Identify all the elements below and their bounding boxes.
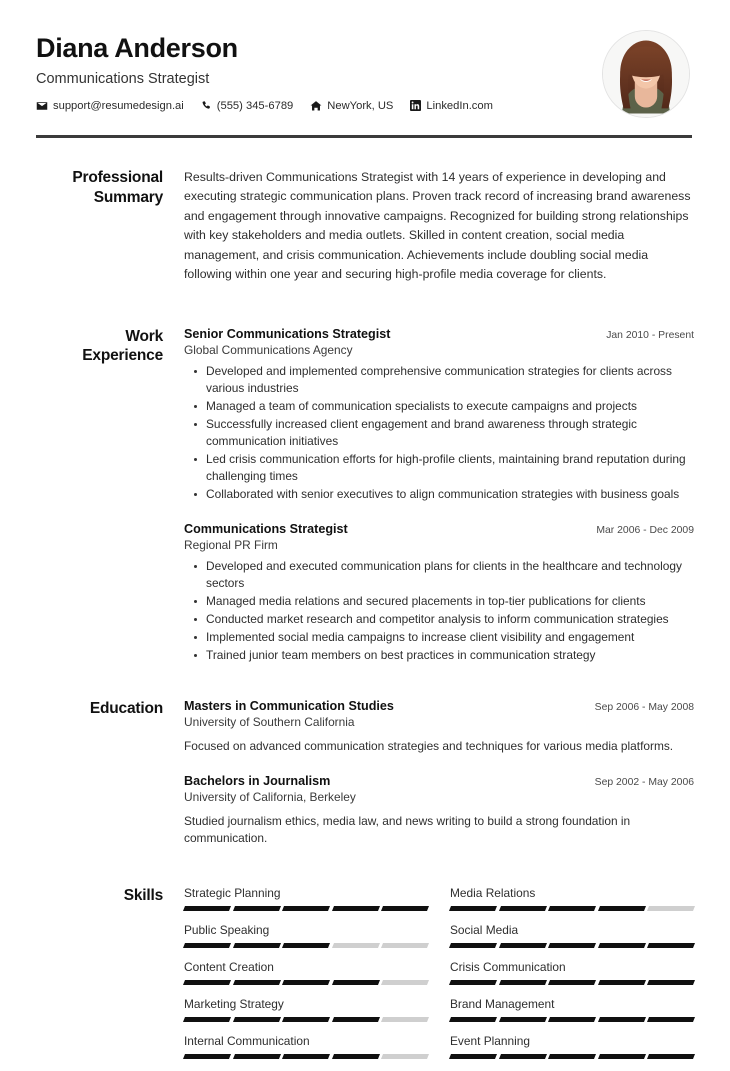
skill-name: Internal Communication — [184, 1033, 310, 1048]
experience-entry — [184, 327, 694, 503]
skill-rating-segment — [381, 1054, 429, 1059]
contact-location[interactable] — [310, 100, 393, 112]
skill-item — [450, 886, 694, 923]
skill-rating-segment — [598, 943, 646, 948]
experience-bullet: Collaborated with senior executives to align communication strategies with business goals — [206, 486, 694, 503]
skill-item — [184, 923, 428, 960]
skill-rating-segment — [233, 943, 281, 948]
header-identity — [36, 30, 493, 112]
skill-rating-segment — [499, 906, 547, 911]
skill-rating-segment — [548, 980, 596, 985]
skill-name: Social Media — [450, 922, 519, 937]
email-icon — [36, 100, 48, 112]
education-entry — [184, 699, 694, 755]
skill-rating-segment — [449, 1054, 497, 1059]
skill-rating-segment — [548, 1017, 596, 1022]
skill-item — [450, 997, 694, 1034]
education-list — [184, 699, 694, 848]
education-entry — [184, 774, 694, 848]
skill-rating-segment — [647, 943, 695, 948]
skill-rating-segment — [183, 943, 231, 948]
contact-email-text: support@resumedesign.ai — [53, 99, 184, 112]
section-heading-experience — [36, 327, 184, 367]
contact-linkedin-text: LinkedIn.com — [426, 99, 493, 112]
skill-rating-segment — [598, 906, 646, 911]
skill-rating-segment — [233, 906, 281, 911]
contact-email[interactable] — [36, 100, 184, 112]
linkedin-icon — [410, 100, 421, 111]
skill-item — [184, 886, 428, 923]
experience-entry — [184, 522, 694, 664]
skill-name: Strategic Planning — [184, 885, 281, 900]
skill-rating-bar — [184, 943, 428, 948]
skill-name: Content Creation — [184, 959, 274, 974]
contact-phone[interactable] — [201, 100, 294, 112]
skill-rating-bar — [184, 906, 428, 911]
experience-bullet: Successfully increased client engagement and brand awareness through strategic communication initiatives — [206, 416, 694, 450]
skill-rating-segment — [282, 906, 330, 911]
skill-rating-segment — [499, 1054, 547, 1059]
skill-rating-bar — [184, 980, 428, 985]
skill-rating-segment — [449, 943, 497, 948]
education-section — [33, 699, 694, 848]
skills-grid — [184, 886, 694, 1071]
experience-bullet: Implemented social media campaigns to increase client visibility and engagement — [206, 629, 694, 646]
education-entry-date: Sep 2006 - May 2008 — [594, 701, 694, 713]
experience-entry-head — [184, 522, 694, 536]
experience-entry-title: Communications Strategist — [184, 521, 348, 536]
section-heading-education: Education — [89, 699, 163, 717]
skill-rating-segment — [598, 1017, 646, 1022]
skill-rating-segment — [381, 980, 429, 985]
skill-item — [450, 923, 694, 960]
phone-icon — [201, 100, 212, 112]
skill-rating-segment — [282, 1017, 330, 1022]
skills-section — [33, 886, 694, 1071]
skill-rating-segment — [499, 943, 547, 948]
skill-rating-bar — [450, 1017, 694, 1022]
experience-entry-date: Mar 2006 - Dec 2009 — [596, 524, 694, 536]
experience-bullet-list — [184, 558, 694, 664]
skill-rating-bar — [184, 1017, 428, 1022]
skill-rating-segment — [499, 980, 547, 985]
home-icon — [310, 100, 322, 112]
resume-header — [33, 30, 694, 118]
skill-item — [450, 1034, 694, 1071]
skill-rating-segment — [332, 1054, 380, 1059]
skills-body — [184, 886, 694, 1071]
experience-bullet: Developed and executed communication plans for clients in the healthcare and technology sectors — [206, 558, 694, 592]
contact-row — [36, 100, 493, 112]
skill-rating-segment — [449, 906, 497, 911]
skill-rating-segment — [548, 1054, 596, 1059]
summary-heading-line2: Summary — [93, 188, 163, 206]
skill-name: Crisis Communication — [450, 959, 566, 974]
skill-rating-segment — [548, 943, 596, 948]
skill-rating-segment — [233, 1017, 281, 1022]
skill-rating-segment — [449, 980, 497, 985]
education-entry-date: Sep 2002 - May 2006 — [594, 777, 694, 788]
section-heading-skills: Skills — [123, 886, 163, 904]
skill-item — [184, 960, 428, 997]
skill-rating-segment — [381, 1017, 429, 1022]
education-entry-head — [184, 774, 694, 788]
skill-rating-segment — [183, 906, 231, 911]
skill-rating-segment — [282, 980, 330, 985]
contact-phone-text: (555) 345-6789 — [216, 99, 294, 112]
skill-item — [184, 997, 428, 1034]
skill-rating-segment — [183, 980, 231, 985]
skill-rating-segment — [332, 943, 380, 948]
experience-entry-organization: Global Communications Agency — [184, 342, 353, 357]
education-entry-organization: University of Southern California — [184, 714, 355, 729]
experience-bullet: Developed and implemented comprehensive communication strategies for clients across various industries — [206, 363, 694, 397]
summary-heading-line1: Professional — [72, 169, 163, 186]
experience-heading-line2: Experience — [82, 347, 163, 365]
skill-rating-segment — [548, 906, 596, 911]
skill-rating-bar — [450, 906, 694, 911]
skill-name: Public Speaking — [184, 922, 270, 937]
professional-summary-section — [33, 168, 694, 285]
skill-rating-segment — [381, 943, 429, 948]
experience-entry-organization: Regional PR Firm — [184, 537, 278, 552]
skill-rating-segment — [233, 980, 281, 985]
skill-rating-segment — [647, 980, 695, 985]
skill-rating-bar — [184, 1054, 428, 1059]
experience-entry-date: Jan 2010 - Present — [606, 329, 694, 341]
experience-bullet: Managed media relations and secured placements in top-tier publications for clients — [206, 593, 694, 610]
profile-photo — [603, 31, 689, 117]
experience-list — [184, 327, 694, 665]
contact-location-text: NewYork, US — [327, 99, 394, 112]
skill-rating-segment — [499, 1017, 547, 1022]
education-entry-title: Masters in Communication Studies — [184, 698, 394, 713]
skill-rating-segment — [647, 906, 695, 911]
skill-name: Media Relations — [450, 885, 536, 900]
work-experience-section — [33, 327, 694, 665]
skill-name: Brand Management — [450, 996, 555, 1011]
experience-heading-line1: Work — [125, 327, 163, 345]
skill-rating-segment — [647, 1054, 695, 1059]
education-entry-title: Bachelors in Journalism — [184, 774, 331, 788]
skill-rating-segment — [381, 906, 429, 911]
skill-rating-bar — [450, 1054, 694, 1059]
skill-rating-segment — [282, 943, 330, 948]
skill-rating-segment — [598, 1054, 646, 1059]
skill-name: Event Planning — [450, 1033, 530, 1048]
experience-bullet: Managed a team of communication specialists to execute campaigns and projects — [206, 398, 694, 415]
experience-bullet-list — [184, 363, 694, 503]
experience-entry-title: Senior Communications Strategist — [184, 326, 391, 341]
skill-rating-segment — [449, 1017, 497, 1022]
skill-name: Marketing Strategy — [184, 996, 284, 1011]
education-entry-description: Studied journalism ethics, media law, and news writing to build a strong foundation in communication. — [184, 814, 631, 846]
education-entry-organization: University of California, Berkeley — [184, 790, 356, 804]
page-title: Diana Anderson — [36, 33, 238, 63]
skill-rating-segment — [332, 906, 380, 911]
skill-item — [450, 960, 694, 997]
section-heading-summary — [36, 168, 184, 208]
skill-item — [184, 1034, 428, 1071]
header-divider — [36, 135, 692, 138]
skill-rating-bar — [450, 943, 694, 948]
education-entry-head — [184, 699, 694, 713]
avatar — [602, 30, 690, 118]
skill-rating-segment — [183, 1017, 231, 1022]
skill-rating-segment — [332, 1017, 380, 1022]
job-title: Communications Strategist — [36, 70, 210, 87]
contact-linkedin[interactable] — [410, 100, 493, 112]
experience-bullet: Conducted market research and competitor analysis to inform communication strategies — [206, 611, 694, 628]
skill-rating-segment — [282, 1054, 330, 1059]
skill-rating-segment — [598, 980, 646, 985]
education-entry-description: Focused on advanced communication strategies and techniques for various media platforms. — [184, 738, 674, 753]
summary-body — [184, 168, 694, 285]
skill-rating-segment — [332, 980, 380, 985]
experience-bullet: Led crisis communication efforts for high-profile clients, maintaining brand reputation during challenging times — [206, 451, 694, 485]
skill-rating-segment — [183, 1054, 231, 1059]
experience-bullet: Trained junior team members on best practices in communication strategy — [206, 647, 694, 664]
experience-entry-head — [184, 327, 694, 341]
skill-rating-segment — [233, 1054, 281, 1059]
skill-rating-bar — [450, 980, 694, 985]
summary-text: Results-driven Communications Strategist with 14 years of experience in developing and executing strategic communication plans. Proven track record of increasing brand awareness and engagement through innovative campaigns. Recognized for building strong relationships with key stakeholders and media outlets. Skilled in content creation, social media management, and crisis communication. Achievements include doubling social media following within one year and securing high-profile media coverage for clients. — [184, 170, 691, 282]
skill-rating-segment — [647, 1017, 695, 1022]
